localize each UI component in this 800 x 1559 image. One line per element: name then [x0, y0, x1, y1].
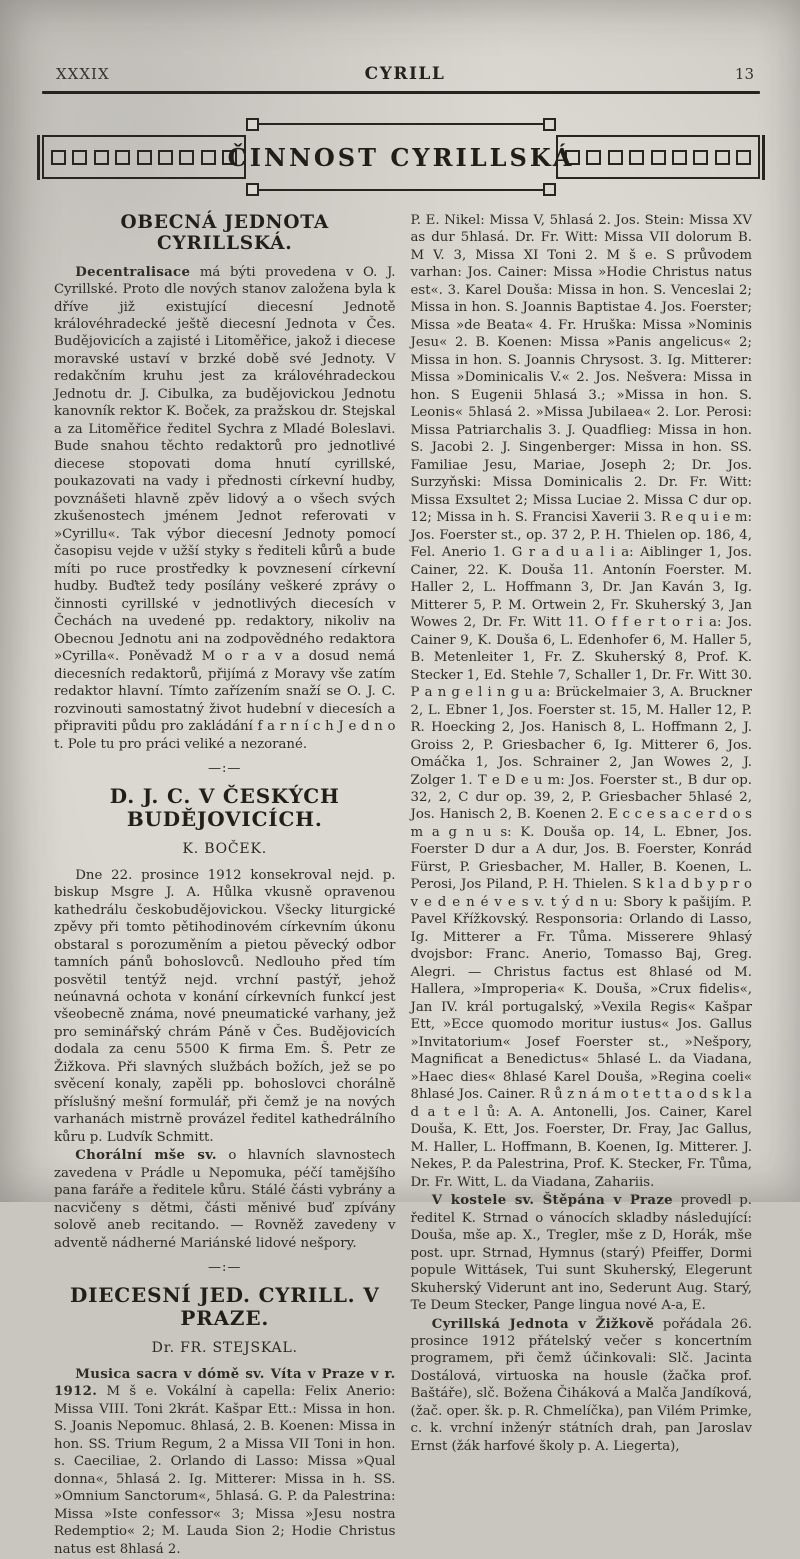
square-ornament-icon — [736, 150, 751, 165]
section-author: Dr. FR. STEJSKAL. — [151, 1340, 298, 1357]
square-ornament-icon — [179, 150, 194, 165]
square-ornament-icon — [115, 150, 130, 165]
banner-ornament-right — [556, 135, 760, 179]
square-ornament-icon — [158, 150, 173, 165]
section-divider: —:— — [208, 1260, 242, 1276]
paragraph: Decentralisace má býti provedena v O. J. Cyrillské. Proto dle nových stanov založena byla k dříve již existující diecesní Jednotě královéhradecké ještě diecesní Jednota v Čes. Budějovicích a zajisté i Litoměřice, jakož i diecese moravské ustaví v brzké době své Jednoty. V redakčním kruhu jest za královéhradeckou Jednotu dr. J. Cibulka, za budějovickou Jednotu kanovník rektor K. Boček, za pražskou dr. Stejskal a za Litoměřice ředitel Sychra z Mladé Boleslavi. Bude snahou těchto redaktorů pro jednotlivé diecese stopovati doma hnutí cyrillské, poukazovati na vady i přednosti církevní hudby, povznášeti hlavně zpěv lidový a o všech svých zkušenostech jménem Jednot referovati v »Cyrillu«. Tak výbor diecesní Jednoty pomocí časopisu vejde v užší styky s řediteli kůrů a bude míti po ruce prostředky k povznesení církevní hudby. Buďtež tedy posílány veškeré zprávy o činnosti cyrillské v jednotlivých diecesích v Čechách na uvedené pp. redaktory, nikoliv na Obecnou Jednotu ani na zodpovědného redaktora »Cyrilla«. Poněvadž M o r a v a dosud nemá diecesních redaktorů, přijímá z Moravy vše zatím redaktor hlavní. Tímto zařízením snaží se O. J. C. rozvinouti samostatný život hudební v diecesích a připraviti půdu pro zakládání f a r n í c h J e d n o t. Pole tu pro práci veliké a nezorané. — [54, 264, 396, 752]
header-rule — [42, 91, 760, 94]
banner-title-box — [227, 123, 575, 191]
corner-ornament-icon — [246, 183, 259, 196]
paragraph: Dne 22. prosince 1912 konsekroval nejd. p. biskup Msgre J. A. Hůlka vkusně opravenou kathedrálu českobudějovickou. Všecky liturgické zpěvy při tomto pětihodinovém církevním úkonu obstaral s porozuměním a pietou pěvecký odbor tamních pánů bohoslovců. Nedlouho před tím posvětil tentýž nejd. vrchní pastýř, jehož neúnavná ochota v konání církevních funkcí jest všeobecně známa, nové pneumatické varhany, jež pro seminářský chrám Páně v Čes. Budějovicích dodala za cenu 5500 K firma Em. Š. Petr ze Žižkova. Při slavných službách božích, jež se po svěcení konaly, zapěli pp. bohoslovci chorálně příslušný mešní formulář, při čemž je na nových varhanách mistrně provázel ředitel kathedrálního kůru p. Ludvík Schmitt. — [54, 867, 396, 1145]
banner-title: ČINNOST CYRILLSKÁ — [227, 142, 575, 172]
paragraph: Cyrillská Jednota v Žižkově pořádala 26. prosince 1912 přátelský večer s koncertním programem, při čemž účinkovali: Slč. Jacinta Dostálová, virtuoska na housle (žačka prof. Baštáře), slč. Božena Čiháková a Malča Jandíková, (žač. oper. šk. p. R. Chmelíčka), pan Vilém Primke, c. k. vrchní inženýr státních drah, pan Jaroslav Ernst (žák harfové školy p. A. Liegerta), — [410, 1316, 753, 1454]
text-columns — [0, 192, 800, 1559]
section-banner — [42, 122, 760, 192]
square-ornament-icon — [94, 150, 109, 165]
square-ornament-icon — [72, 150, 87, 165]
right-column — [411, 212, 753, 1559]
paragraph-lead: Decentralisace — [75, 264, 191, 280]
paragraph-lead: Chorální mše sv. — [75, 1148, 217, 1164]
paragraph-lead: Musica sacra v dómě sv. Víta v Praze v r. 1912. — [54, 1366, 396, 1400]
paragraph: V kostele sv. Štěpána v Praze provedl p. ředitel K. Strnad o vánocích skladby následující: Douša, mše ap. X., Tregler, mše z D, Horák, mše post. upr. Strnad, Hymnus (starý) Pfeiffer, Dormi popule Wittásek, Tui sunt Skuherský, Elegerunt Skuherský Viderunt ant ino, Sederunt Aug. Starý, Te Deum Stecker, Pange lingua nové A-a, E. — [410, 1193, 753, 1314]
section-heading-obecna-jednota: OBECNÁ JEDNOTA CYRILLSKÁ. — [120, 212, 329, 255]
paragraph-lead: Cyrillská Jednota v Žižkově — [431, 1316, 655, 1332]
corner-ornament-icon — [246, 118, 259, 131]
square-ornament-icon — [693, 150, 708, 165]
square-ornament-icon — [629, 150, 644, 165]
square-ornament-icon — [201, 150, 216, 165]
square-ornament-icon — [715, 150, 730, 165]
page-number: 13 — [734, 65, 754, 83]
section-divider: —:— — [208, 761, 242, 777]
square-ornament-icon — [651, 150, 666, 165]
journal-title: CYRILL — [364, 64, 446, 84]
paragraph: Chorální mše sv. o hlavních slavnostech zavedena v Prádle u Nepomuka, péčí tamějšího pana faráře a ředitele kůru. Stálé části vybrány a nacvičeny s dětmi, části měnivé buď zpívány solově aneb recitando. — Rovněž zavedeny v adventě nádherné Mariánské lidové nešpory. — [54, 1148, 396, 1251]
paragraph-continuation: P. E. Nikel: Missa V, 5hlasá 2. Jos. Stein: Missa XV as dur 5hlasá. Dr. Fr. Witt: Missa VII dolorum B. M V. 3, Missa XI Toni 2. M š e. S průvodem varhan: Jos. Cainer: Missa »Hodie Christus natus est«. 3. Karel Douša: Missa in hon. S. Venceslai 2; Missa in hon. S. Joannis Baptistae 4. Jos. Foerster; Missa »de Beata« 4. Fr. Hruška: Missa »Nominis Jesu« 2. B. Koenen: Missa »Panis angelicus« 2; Missa in hon. S. Joannis Chrysost. 3. Ig. Mitterer: Missa »Dominicalis V.« 2. Jos. Nešvera: Missa in hon. S Eugenii 5hlasá 3.; »Missa in hon. S. Leonis« 5hlasá 2. »Missa Jubilaea« 2. Lor. Perosi: Missa Patriarchalis 3. J. Quadflieg: Missa in hon. S. Jacobi 2. J. Singenberger: Missa in hon. SS. Familiae Jesu, Mariae, Joseph 2; Dr. Jos. Surzyňski: Missa Dominicalis 2. Dr. Fr. Witt: Missa Exsultet 2; Missa Luciae 2. Missa C dur op. 12; Missa in h. S. Francisi Xaverii 3. R e q u i e m: Jos. Foerster st., op. 37 2, P. H. Thielen op. 186, 4, Fel. Anerio 1. G r a d u a l i a: Aiblinger 1, Jos. Cainer, 22. K. Douša 11. Antonín Foerster. M. Haller 2, L. Hoffmann 3, Dr. Jan Kaván 3, Ig. Mitterer 5, P. M. Ortwein 2, Fr. Skuherský 3, Jan Wowes 2, Dr. Fr. Witt 11. O f f e r t o r i a: Jos. Cainer 9, K. Douša 6, L. Edenhofer 6, M. Haller 5, B. Metenleiter 1, Fr. Z. Skuherský 8, Prof. K. Stecker 1, Ed. Stehle 7, Schaller 1, Dr. Fr. Witt 30. P a n g e l i n g u a: Brückelmaier 3, A. Bruckner 2, L. Ebner 1, Jos. Foerster st. 15, M. Haller 12, P. R. Hoecking 2, Jos. Hanisch 8, L. Hoffmann 2, J. Groiss 2, P. Griesbacher 6, Ig. Mitterer 6, Jos. Omáčka 1, Jos. Schrainer 2, Jan Wowes 2, J. Zolger 1. T e D e u m: Jos. Foerster st., B dur op. 32, 2, C dur op. 39, 2, P. Griesbacher 5hlasé 2, Jos. Hanisch 2, B. Koenen 2. E c c e s a c e r d o s m a g n u s: K. Douša op. 14, L. Ebner, Jos. Foerster D dur a A dur, Jos. B. Foerster, Konrád Fürst, P. Griesbacher, M. Haller, B. Koenen, L. Perosi, Jos Piland, P. H. Thielen. S k l a d b y p r o v e d e n é v e s v. t ý d n u: Sbory k pašijím. P. Pavel Křížkovský. Responsoria: Orlando di Lasso, Ig. Mitterer a Fr. Tůma. Misserere 9hlasý dvojsbor: Franc. Anerio, Tomasso Baj, Greg. Alegri. — Christus factus est 8hlasé od M. Hallera, »Improperia« K. Douša, »Crux fidelis«, Jan IV. král portugalský, »Vexila Regis« Kašpar Ett, »Ecce quomodo moritur iustus« Jos. Gallus »Invitatorium« Josef Foerster st., »Nešpory, Magnificat a Benedictus« 5hlasé L. da Viadana, »Haec dies« 8hlasé Karel Douša, »Regina coeli« 8hlasé Jos. Cainer. R ů z n á m o t e t t a o d s k l a d a t e l ů: A. A. Antonelli, Jos. Cainer, Karel Douša, K. Ett, Jos. Foerster, Dr. Fray, Jac Gallus, M. Haller, L. Hoffmann, B. Koenen, Ig. Mitterer. J. Nekes, P. da Palestrina, Prof. K. Stecker, Fr. Tůma, Dr. Fr. Witt, L. da Viadana, Zahariis. — [410, 213, 752, 1190]
square-ornament-icon — [51, 150, 66, 165]
square-ornament-icon — [586, 150, 601, 165]
volume-number: XXXIX — [56, 65, 110, 83]
corner-ornament-icon — [543, 118, 556, 131]
section-heading-praha: DIECESNÍ JED. CYRILL. V PRAZE. — [69, 1283, 380, 1331]
square-ornament-icon — [608, 150, 623, 165]
section-heading-budejovice: D. J. C. V ČESKÝCH BUDĚJOVICÍCH. — [109, 784, 340, 832]
section-author: K. BOČEK. — [182, 841, 267, 858]
banner-ornament-left — [42, 135, 246, 179]
left-column — [54, 212, 396, 1559]
paragraph: Musica sacra v dómě sv. Víta v Praze v r. 1912. M š e. Vokální à capella: Felix Anerio: Missa VIII. Toni 2krát. Kašpar Ett.: Missa in hon. S. Joanis Nepomuc. 8hlasá, 2. B. Koenen: Missa in hon. SS. Trium Regum, 2 a Missa VII Toni in hon. s. Caeciliae, 2. Orlando di Lasso: Missa »Qual donna«, 5hlasá 2. Ig. Mitterer: Missa in h. SS. »Omnium Sanctorum«, 5hlasá. G. P. da Palestrina: Missa »Iste confessor« 3; Missa »Jesu nostra Redemptio« 2; M. Lauda Sion 2; Hodie Christus natus est 8hlasá 2. — [54, 1366, 396, 1557]
square-ornament-icon — [137, 150, 152, 165]
corner-ornament-icon — [543, 183, 556, 196]
paragraph-lead: V kostele sv. Štěpána v Praze — [431, 1193, 673, 1209]
square-ornament-icon — [672, 150, 687, 165]
running-head — [0, 0, 800, 84]
